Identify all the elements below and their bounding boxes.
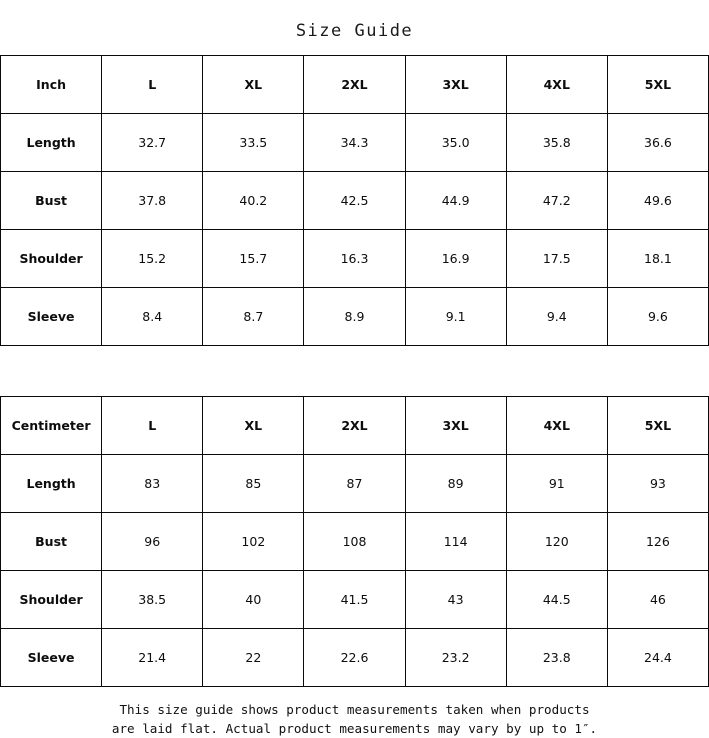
- size-header: 5XL: [607, 397, 708, 455]
- cell-value: 15.2: [102, 230, 203, 288]
- cell-value: 40.2: [203, 172, 304, 230]
- cell-value: 23.8: [506, 629, 607, 687]
- size-header: L: [102, 397, 203, 455]
- cell-value: 49.6: [607, 172, 708, 230]
- cell-value: 38.5: [102, 571, 203, 629]
- size-table-centimeter: [0, 396, 709, 687]
- cell-value: 47.2: [506, 172, 607, 230]
- cell-value: 22: [203, 629, 304, 687]
- cell-value: 35.8: [506, 114, 607, 172]
- row-label: Sleeve: [1, 629, 102, 687]
- cell-value: 22.6: [304, 629, 405, 687]
- table-row: [1, 114, 709, 172]
- size-header: 4XL: [506, 56, 607, 114]
- cell-value: 9.1: [405, 288, 506, 346]
- size-table-inch: [0, 55, 709, 346]
- cell-value: 102: [203, 513, 304, 571]
- row-label: Length: [1, 455, 102, 513]
- cell-value: 44.5: [506, 571, 607, 629]
- cell-value: 33.5: [203, 114, 304, 172]
- table-header-row: [1, 397, 709, 455]
- cell-value: 96: [102, 513, 203, 571]
- cell-value: 34.3: [304, 114, 405, 172]
- page-title: Size Guide: [295, 21, 414, 41]
- size-header: 5XL: [607, 56, 708, 114]
- cell-value: 17.5: [506, 230, 607, 288]
- cell-value: 32.7: [102, 114, 203, 172]
- cell-value: 41.5: [304, 571, 405, 629]
- size-header: XL: [203, 397, 304, 455]
- cell-value: 44.9: [405, 172, 506, 230]
- cell-value: 91: [506, 455, 607, 513]
- row-label: Shoulder: [1, 230, 102, 288]
- cell-value: 93: [607, 455, 708, 513]
- table-header-row: [1, 56, 709, 114]
- unit-header-inch: Inch: [1, 56, 102, 114]
- row-label: Shoulder: [1, 571, 102, 629]
- size-header: 3XL: [405, 397, 506, 455]
- size-header: XL: [203, 56, 304, 114]
- cell-value: 8.9: [304, 288, 405, 346]
- table-row: [1, 288, 709, 346]
- cell-value: 9.6: [607, 288, 708, 346]
- cell-value: 40: [203, 571, 304, 629]
- table-row: [1, 629, 709, 687]
- footnote-line-1: This size guide shows product measurements taken when products: [119, 702, 590, 717]
- cell-value: 36.6: [607, 114, 708, 172]
- cell-value: 16.9: [405, 230, 506, 288]
- table-gap-divider: [0, 346, 709, 396]
- table-row: [1, 230, 709, 288]
- cell-value: 8.7: [203, 288, 304, 346]
- cell-value: 23.2: [405, 629, 506, 687]
- cell-value: 108: [304, 513, 405, 571]
- cell-value: 18.1: [607, 230, 708, 288]
- cell-value: 120: [506, 513, 607, 571]
- row-label: Sleeve: [1, 288, 102, 346]
- cell-value: 87: [304, 455, 405, 513]
- cell-value: 83: [102, 455, 203, 513]
- footnote-line-2: are laid flat. Actual product measurements may vary by up to 1″.: [111, 721, 598, 736]
- footnote: [0, 687, 709, 738]
- row-label: Length: [1, 114, 102, 172]
- cell-value: 21.4: [102, 629, 203, 687]
- cell-value: 15.7: [203, 230, 304, 288]
- cell-value: 35.0: [405, 114, 506, 172]
- size-header: 2XL: [304, 56, 405, 114]
- size-header: 3XL: [405, 56, 506, 114]
- table-row: [1, 513, 709, 571]
- row-label: Bust: [1, 513, 102, 571]
- cell-value: 9.4: [506, 288, 607, 346]
- cell-value: 126: [607, 513, 708, 571]
- cell-value: 16.3: [304, 230, 405, 288]
- cell-value: 89: [405, 455, 506, 513]
- cell-value: 24.4: [607, 629, 708, 687]
- cell-value: 8.4: [102, 288, 203, 346]
- size-header: 4XL: [506, 397, 607, 455]
- unit-header-centimeter: Centimeter: [1, 397, 102, 455]
- cell-value: 42.5: [304, 172, 405, 230]
- cell-value: 114: [405, 513, 506, 571]
- size-header: L: [102, 56, 203, 114]
- row-label: Bust: [1, 172, 102, 230]
- cell-value: 85: [203, 455, 304, 513]
- cell-value: 37.8: [102, 172, 203, 230]
- size-header: 2XL: [304, 397, 405, 455]
- cell-value: 46: [607, 571, 708, 629]
- table-row: [1, 571, 709, 629]
- cell-value: 43: [405, 571, 506, 629]
- table-row: [1, 455, 709, 513]
- table-row: [1, 172, 709, 230]
